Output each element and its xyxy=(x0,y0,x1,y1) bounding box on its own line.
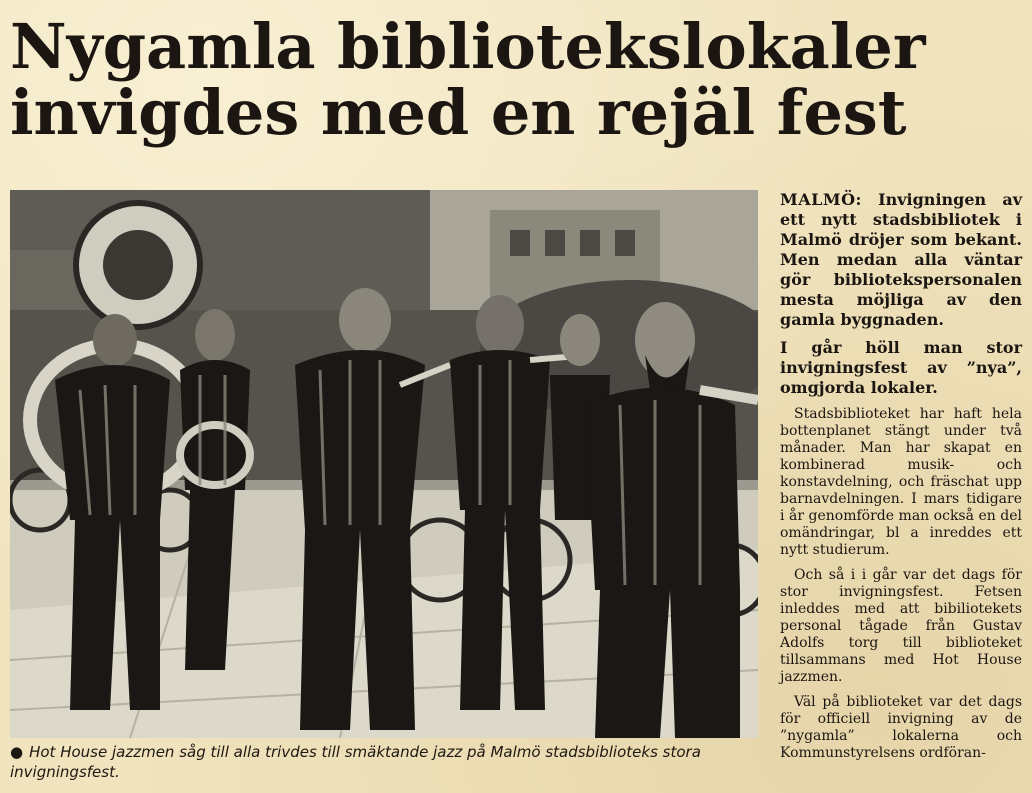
caption-text: Hot House jazzmen såg till alla trivdes till smäktande jazz på Malmö stadsbiblioteks stora invigningsfest. xyxy=(10,743,701,781)
body-paragraph-1: Stadsbiblioteket har haft hela bottenplanet stängt under två månader. Man har skapat en kombinerad musik- och konstavdelning, och fräschat upp barnavdelningen. I mars tidigare i år genomförde man också en del omändringar, bl a inreddes ett nytt studierum. xyxy=(780,406,1022,558)
headline-line-1: Nygamla bibliotekslokaler xyxy=(10,10,926,83)
dateline: MALMÖ: xyxy=(780,190,862,209)
headline-line-2: invigdes med en rejäl fest xyxy=(10,76,907,149)
filled-circle-icon: ● xyxy=(10,743,24,761)
photo-caption xyxy=(10,742,760,782)
body-paragraph-2: Och så i i går var det dags för stor invigningsfest. Fetsen inleddes med att bibiliotekets personal tågade från Gustav Adolfs torg till biblioteket tillsammans med Hot House jazzmen. xyxy=(780,567,1022,685)
body-paragraph-3: Väl på biblioteket var det dags för officiell invigning av de ”nygamla” lokalerna och Kommunstyrelsens ordföran- xyxy=(780,694,1022,761)
lead-paragraph-2: I går höll man stor invigningsfest av ”nya”, omgjorda lokaler. xyxy=(780,338,1022,397)
band-photo xyxy=(10,190,758,738)
article-column xyxy=(780,190,1022,770)
lead-text-1: Invigningen av ett nytt stadsbibliotek i Malmö dröjer som bekant. Men medan alla väntar gör bibliotekspersonalen mesta möjliga av den gamla byggnaden. xyxy=(780,190,1022,329)
headline xyxy=(10,10,1020,149)
lead-paragraph-1 xyxy=(780,190,1022,330)
